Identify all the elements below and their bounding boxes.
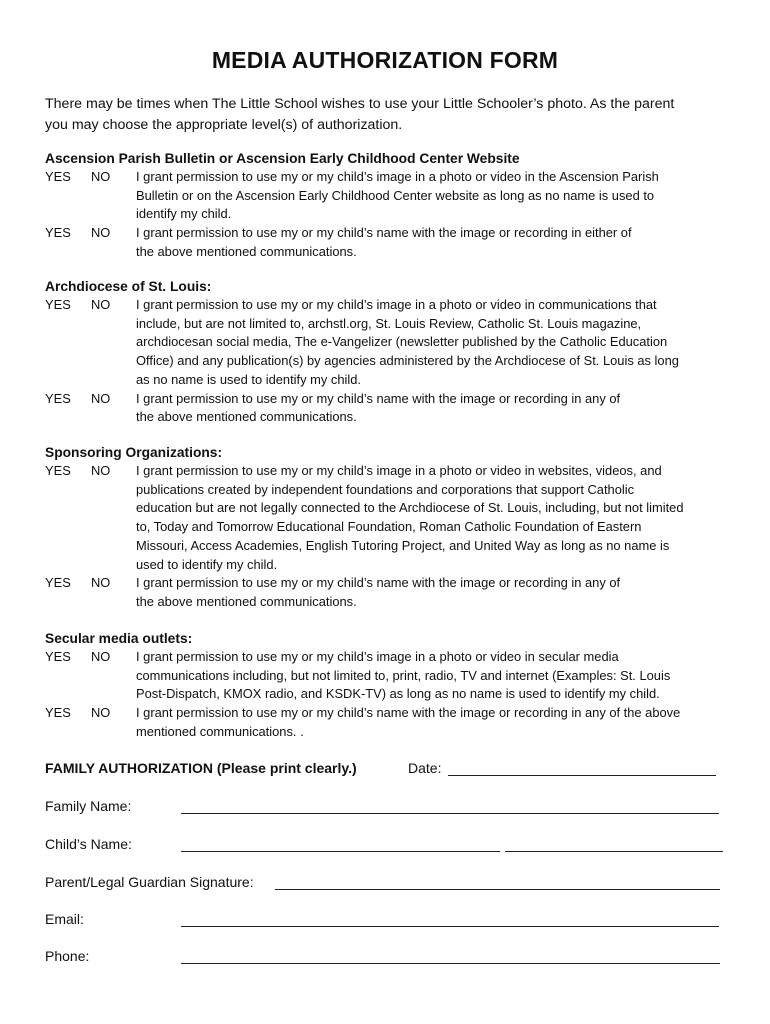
authorization-row — [45, 224, 735, 261]
section-heading: Ascension Parish Bulletin or Ascension Early Childhood Center Website — [45, 151, 520, 166]
text-line: as no name is used to identify my child. — [136, 371, 361, 387]
text-line: I grant permission to use my or my child’s image in a photo or video in communications that — [136, 297, 657, 312]
section-sponsoring — [45, 443, 735, 612]
text-line: archdiocesan social media, The e-Vangelizer (newsletter published by the Catholic Education — [136, 334, 668, 350]
phone-field[interactable] — [181, 963, 720, 964]
text-line: Office) and any publication(s) by agencies administered by the Archdiocese of St. Louis as long — [136, 353, 679, 369]
date-field[interactable] — [448, 775, 716, 776]
child-last-name-field[interactable] — [505, 851, 723, 852]
text-line: education but are not legally connected to the Archdiocese of St. Louis, including, but not limited — [136, 500, 684, 516]
no-option[interactable]: NO — [91, 649, 111, 664]
family-name-label: Family Name: — [45, 798, 132, 814]
permission-text — [136, 704, 735, 741]
permission-text — [136, 224, 735, 261]
section-heading: Secular media outlets: — [45, 631, 193, 646]
text-line: I grant permission to use my or my child’s name with the image or recording in any of — [136, 390, 621, 406]
child-first-name-field[interactable] — [181, 851, 500, 852]
text-line: publications created by independent foundations and corporations that support Catholic — [136, 481, 635, 497]
yes-option[interactable]: YES — [45, 169, 71, 184]
yes-option[interactable]: YES — [45, 225, 71, 241]
yes-option[interactable]: YES — [45, 575, 71, 591]
text-line: I grant permission to use my or my child’s name with the image or recording in any of the above — [136, 705, 681, 721]
text-line: used to identify my child. — [136, 556, 278, 572]
text-line: the above mentioned communications. — [136, 243, 357, 259]
permission-text — [136, 648, 735, 704]
permission-text — [136, 574, 735, 611]
text-line: identify my child. — [136, 206, 232, 222]
intro-line: you may choose the appropriate level(s) of authorization. — [45, 117, 403, 133]
section-archdiocese — [45, 277, 735, 427]
authorization-row — [45, 390, 735, 427]
yes-option[interactable]: YES — [45, 649, 71, 664]
no-option[interactable]: NO — [91, 225, 111, 241]
no-option[interactable]: NO — [91, 390, 111, 406]
permission-text — [136, 390, 735, 427]
text-line: Bulletin or on the Ascension Early Childhood Center website as long as no name is used to — [136, 187, 655, 203]
permission-text — [136, 168, 735, 224]
section-heading: Sponsoring Organizations: — [45, 445, 223, 460]
text-line: mentioned communications. . — [136, 723, 304, 739]
text-line: include, but are not limited to, archstl.org, St. Louis Review, Catholic St. Louis magazine, — [136, 315, 642, 331]
text-line: the above mentioned communications. — [136, 593, 357, 609]
authorization-row — [45, 574, 735, 611]
authorization-row — [45, 704, 735, 741]
yes-option[interactable]: YES — [45, 463, 71, 478]
authorization-row — [45, 168, 735, 224]
signature-field[interactable] — [275, 889, 720, 890]
section-ascension — [45, 149, 735, 262]
text-line: the above mentioned communications. — [136, 409, 357, 425]
no-option[interactable]: NO — [91, 705, 111, 721]
authorization-row — [45, 296, 735, 390]
family-authorization-heading: FAMILY AUTHORIZATION (Please print clearly.) — [45, 760, 357, 776]
no-option[interactable]: NO — [91, 297, 111, 312]
no-option[interactable]: NO — [91, 463, 111, 478]
email-label: Email: — [45, 911, 84, 927]
no-option[interactable]: NO — [91, 575, 111, 591]
date-label: Date: — [408, 760, 442, 776]
text-line: I grant permission to use my or my child’s image in a photo or video in the Ascension Parish — [136, 169, 659, 184]
section-heading: Archdiocese of St. Louis: — [45, 279, 212, 294]
authorization-row — [45, 462, 735, 574]
intro-line: There may be times when The Little School wishes to use your Little Schooler’s photo. As the parent — [45, 96, 675, 112]
no-option[interactable]: NO — [91, 169, 111, 184]
text-line: Post-Dispatch, KMOX radio, and KSDK-TV) as long as no name is used to identify my child. — [136, 686, 660, 702]
text-line: communications including, but not limited to, print, radio, TV and internet (Examples: St. Louis — [136, 667, 671, 683]
yes-option[interactable]: YES — [45, 297, 71, 312]
phone-label: Phone: — [45, 948, 90, 964]
permission-text — [136, 462, 735, 574]
text-line: I grant permission to use my or my child’s name with the image or recording in any of — [136, 575, 621, 591]
text-line: to, Today and Tomorrow Educational Foundation, Roman Catholic Foundation of Eastern — [136, 519, 642, 535]
child-name-label: Child’s Name: — [45, 836, 132, 852]
intro-paragraph — [45, 94, 735, 136]
text-line: I grant permission to use my or my child’s image in a photo or video in websites, videos, and — [136, 463, 662, 478]
text-line: I grant permission to use my or my child’s image in a photo or video in secular media — [136, 649, 619, 664]
section-secular-media — [45, 629, 735, 742]
yes-option[interactable]: YES — [45, 705, 71, 721]
email-field[interactable] — [181, 926, 719, 927]
family-name-field[interactable] — [181, 813, 719, 814]
signature-label: Parent/Legal Guardian Signature: — [45, 874, 254, 890]
page-title: MEDIA AUTHORIZATION FORM — [211, 47, 559, 73]
text-line: I grant permission to use my or my child’s name with the image or recording in either of — [136, 225, 632, 241]
authorization-row — [45, 648, 735, 704]
yes-option[interactable]: YES — [45, 390, 71, 406]
text-line: Missouri, Access Academies, English Tutoring Project, and United Way as long as no name is — [136, 537, 670, 553]
permission-text — [136, 296, 735, 390]
